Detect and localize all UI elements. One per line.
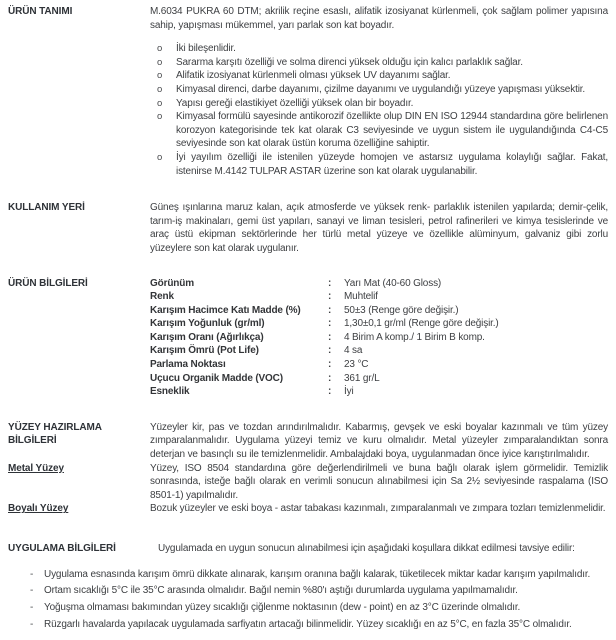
usage-area-paragraph: Güneş ışınlarına maruz kalan, açık atmosferde ve yüksek renk- parlaklık istenilen yapılarda; demir-çelik, tarım-iş makinaları, gemi üst yapıları, sanayi ve liman tesisleri, petrol rafinerileri ve kimya tesislerinde ve araç üstü ekipman sektörlerinde her türlü metal yüzeye ve özellikle alüminyum, galvaniz gibi zorlu yüzeylere son kat olarak uygulanır. [150,202,608,254]
list-item [30,584,606,598]
property-colon: : [328,345,332,357]
list-item [150,56,608,70]
property-value: 50±3 (Renge göre değişir.) [344,304,459,316]
table-row [150,277,608,291]
list-item-text: İyi yayılım özelliği ile istenilen yüzeyde homojen ve astarsız uygulama kolaylığı sağlar. Fakat, istenirse M.4142 TULPAR ASTAR üzerine son kat olarak uygulanabilir. [176,151,608,177]
bullet-marker: o [157,43,163,55]
list-item [150,42,608,56]
property-value: 1,30±0,1 gr/ml (Renge göre değişir.) [344,318,499,330]
list-item-text: Kimyasal direnci, darbe dayanımı, çizilme dayanımı ve uygulandığı yüzeye yapışması yüksektir. [176,83,586,95]
bullet-marker: o [157,151,163,163]
property-name: Karışım Yoğunluk (gr/ml) [150,318,265,330]
bullet-marker: o [157,56,163,68]
section-heading-urun-tanimi: ÜRÜN TANIMI [8,6,73,17]
table-row [150,304,608,318]
section-urun-tanimi [8,5,608,178]
list-item [150,83,608,97]
property-name: Uçucu Organik Madde (VOC) [150,372,283,384]
property-name: Görünüm [150,277,194,289]
list-item-text: Uygulama esnasında karışım ömrü dikkate alınarak, karışım oranına bağlı kalarak, tüketilecek miktar kadar karışım yapılmalıdır. [44,568,591,580]
property-value: 4 Birim A komp./ 1 Birim B komp. [344,331,485,343]
property-colon: : [328,304,332,316]
list-item [150,110,608,151]
property-name: Karışım Ömrü (Pot Life) [150,345,259,357]
property-name: Esneklik [150,386,190,398]
application-intro-row [8,542,608,556]
product-properties-table [150,277,608,399]
property-value: İyi [344,386,354,398]
surface-prep-general-paragraph: Yüzeyler kir, pas ve tozdan arındırılmalıdır. Kabarmış, gevşek ve eski boyalar kazınmalı ve tüm yüzey zımparalanmalıdır. Uygulama yüzeyi temiz ve kuru olmalıdır. Metal yüzeyler zımparalandıktan sonra deterjan ve basınçlı su ile temizlenmelidir. Ambalajdaki boya, uygulanmadan önce iyice karıştırılmalıdır. [150,421,608,461]
bullet-marker: o [157,97,163,109]
subheading-metal-yuzey: Metal Yüzey [8,462,64,474]
list-item [150,151,608,178]
surface-prep-general-row [8,421,608,462]
table-row [150,372,608,386]
property-name: Karışım Hacimce Katı Madde (%) [150,304,301,316]
application-conditions-list [8,568,608,632]
list-item-text: Yoğuşma olmaması bakımından yüzey sıcaklığı çiğlenme noktasının (dew - point) en az 3°C üzerinde olmalıdır. [44,602,521,614]
subheading-boyali-yuzey: Boyalı Yüzey [8,503,69,515]
list-item [30,568,606,582]
property-colon: : [328,359,332,371]
property-value: 23 °C [344,359,369,371]
bullet-marker: o [157,83,163,95]
list-item [150,97,608,111]
section-heading-yuzey-hazirlama: YÜZEY HAZIRLAMA BİLGİLERİ [8,421,102,447]
section-uygulama-bilgileri [8,542,608,632]
property-value: Muhtelif [344,291,378,303]
list-item-text: Rüzgarlı havalarda yapılacak uygulamada sarfiyatın artacağı bilinmelidir. Yüzey sıcaklığı en az 5°C, en fazla 35°C olmalıdır. [44,618,572,630]
property-name: Karışım Oranı (Ağırlıkça) [150,331,264,343]
section-heading-uygulama-bilgileri: UYGULAMA BİLGİLERİ [8,543,116,554]
property-value: Yarı Mat (40-60 Gloss) [344,277,442,289]
table-row [150,385,608,399]
section-urun-bilgileri [8,277,608,399]
bullet-marker: o [157,70,163,82]
surface-prep-metal-paragraph: Yüzey, ISO 8504 standardına göre değerlendirilmeli ve buna bağlı olarak işlem görmelidir. Temizlik sonrasında, isteğe bağlı olarak en verimli sonucun alınabilmesi için Sa 2½ seviyesinde raspalama (ISO 8501-1) yapılmalıdır. [150,462,608,501]
dash-marker: - [30,585,34,597]
dash-marker: - [30,602,34,614]
list-item-text: Ortam sıcaklığı 5°C ile 35°C arasında olmalıdır. Bağıl nemin %80'ı aştığı durumlarda uygulama yapılmamalıdır. [44,585,518,597]
surface-prep-painted-paragraph: Bozuk yüzeyler ve eski boya - astar tabakası kazınmalı, zımparalanmalı ve zımpara tozları temizlenmelidir. [150,503,606,515]
list-item [150,69,608,83]
section-kullanim-yeri [8,201,608,255]
list-item-text: Yapısı gereği elastikiyet özelliği yüksek olan bir boyadır. [176,97,414,109]
list-item-text: İki bileşenlidir. [176,43,236,55]
property-name: Renk [150,291,174,303]
product-feature-list [150,42,608,178]
section-content-urun-tanimi [150,5,608,178]
property-colon: : [328,291,332,303]
list-item-text: Kimyasal formülü sayesinde antikorozif özellikte olup DIN EN ISO 12944 standardına göre belirlenen korozyon kategorisinde tek kat olarak C3 seviyesinde ve uygun sistem ile uygulandığında C4-C5 seviyesinde son kat olarak üstün koruma özelliğine sahiptir. [176,111,608,150]
list-item-text: Sararma karşıtı özelliği ve solma direnci yüksek olduğu için kalıcı parlaklık sağlar. [176,56,523,68]
table-row [150,358,608,372]
property-colon: : [328,386,332,398]
list-item [30,618,606,632]
list-item [30,601,606,615]
section-heading-kullanim-yeri: KULLANIM YERİ [8,202,85,214]
table-row [150,290,608,304]
property-colon: : [328,331,332,343]
surface-prep-painted-row [8,502,608,516]
product-description-paragraph: M.6034 PUKRA 60 DTM; akrilik reçine esaslı, alifatik izosiyanat kürlenmeli, çok sağlam polimer yapısına sahip, yapışması mükemmel, yarı parlak son kat boyadır. [150,6,608,31]
property-colon: : [328,318,332,330]
dash-marker: - [30,568,34,580]
property-name: Parlama Noktası [150,359,226,371]
dash-marker: - [30,618,34,630]
list-item-text: Alifatik izosiyanat kürlenmeli olması yüksek UV dayanımı sağlar. [176,70,451,82]
bullet-marker: o [157,111,163,123]
property-colon: : [328,372,332,384]
property-value: 4 sa [344,345,363,357]
property-colon: : [328,277,332,289]
table-row [150,344,608,358]
section-heading-urun-bilgileri: ÜRÜN BİLGİLERİ [8,277,88,289]
application-intro-text: Uygulamada en uygun sonucun alınabilmesi için aşağıdaki koşullara dikkat edilmesi tavsiye edilir: [158,543,575,554]
table-row [150,331,608,345]
table-row [150,317,608,331]
property-value: 361 gr/L [344,372,380,384]
surface-prep-metal-row [8,462,608,503]
section-yuzey-hazirlama [8,421,608,516]
